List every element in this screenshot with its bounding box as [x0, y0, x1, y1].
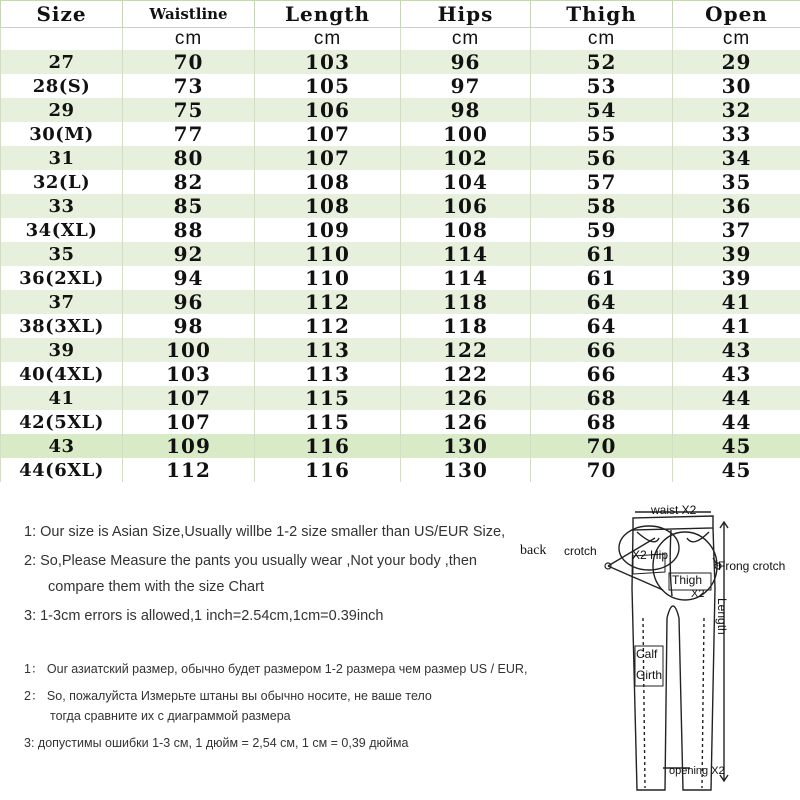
cell-open: 43 — [673, 362, 800, 386]
cell-open: 43 — [673, 338, 800, 362]
cell-thigh: 68 — [531, 410, 673, 434]
cell-length: 113 — [255, 338, 401, 362]
cell-length: 116 — [255, 458, 401, 482]
cell-thigh: 53 — [531, 74, 673, 98]
cell-open: 35 — [673, 170, 800, 194]
diagram-label-opening: opening X2 — [669, 765, 725, 777]
note-ru-2-cont: тогда сравните их с диаграммой размера — [50, 709, 291, 723]
header-waistline: Waistline — [123, 1, 255, 28]
cell-waistline: 112 — [123, 458, 255, 482]
cell-thigh: 54 — [531, 98, 673, 122]
cell-waistline: 98 — [123, 314, 255, 338]
cell-thigh: 57 — [531, 170, 673, 194]
cell-waistline: 70 — [123, 50, 255, 74]
pants-outline-icon — [515, 498, 800, 800]
note-en-3: 3: 1-3cm errors is allowed,1 inch=2.54cm,1cm=0.39inch — [24, 608, 384, 624]
table-row — [1, 242, 800, 266]
cell-size: 34(XL) — [1, 218, 123, 242]
cell-hips: 118 — [401, 290, 531, 314]
cell-thigh: 66 — [531, 362, 673, 386]
header-length: Length — [255, 1, 401, 28]
table-body — [1, 28, 800, 483]
diagram-label-waist: waist X2 — [651, 503, 697, 517]
header-row — [1, 1, 800, 28]
cell-waistline: 107 — [123, 410, 255, 434]
table-row — [1, 98, 800, 122]
cell-waistline: 109 — [123, 434, 255, 458]
table-row — [1, 434, 800, 458]
header-thigh: Thigh — [531, 1, 673, 28]
cell-size: 38(3XL) — [1, 314, 123, 338]
cell-hips: 130 — [401, 458, 531, 482]
cell-length: 109 — [255, 218, 401, 242]
cell-size: 30(M) — [1, 122, 123, 146]
cell-thigh: 64 — [531, 290, 673, 314]
cell-length: 106 — [255, 98, 401, 122]
diagram-label-front-crotch: Frong crotch — [718, 559, 786, 573]
cell-thigh: 68 — [531, 386, 673, 410]
cell-thigh: 61 — [531, 242, 673, 266]
cell-open: 37 — [673, 218, 800, 242]
diagram-label-thigh-x2: X2 — [691, 588, 705, 600]
table-row — [1, 362, 800, 386]
table-row — [1, 290, 800, 314]
table-row — [1, 194, 800, 218]
table-row — [1, 218, 800, 242]
cell-size: 29 — [1, 98, 123, 122]
diagram-label-thigh: Thigh — [672, 573, 703, 587]
diagram-label-girth: Girth — [636, 668, 663, 682]
pants-measurement-diagram — [515, 498, 800, 800]
table-row — [1, 314, 800, 338]
table-row — [1, 170, 800, 194]
cell-length: 115 — [255, 386, 401, 410]
cell-open: 29 — [673, 50, 800, 74]
diagram-label-calf: Calf — [636, 647, 658, 661]
cell-hips: 108 — [401, 218, 531, 242]
cell-waistline: 80 — [123, 146, 255, 170]
cell-thigh: 66 — [531, 338, 673, 362]
cell-open: 39 — [673, 242, 800, 266]
cell-open: 45 — [673, 434, 800, 458]
cell-hips: 114 — [401, 266, 531, 290]
cell-hips: 118 — [401, 314, 531, 338]
note-en-1: 1: Our size is Asian Size,Usually willbe 1-2 size smaller than US/EUR Size, — [24, 524, 506, 540]
cell-size: 32(L) — [1, 170, 123, 194]
cell-length: 108 — [255, 170, 401, 194]
note-ru-3: 3: допустимы ошибки 1-3 см, 1 дюйм = 2,54 см, 1 см = 0,39 дюйма — [24, 736, 409, 750]
unit-cell: cm — [123, 28, 255, 51]
cell-thigh: 52 — [531, 50, 673, 74]
cell-thigh: 58 — [531, 194, 673, 218]
cell-waistline: 88 — [123, 218, 255, 242]
note-ru-2: 2： So, пожалуйста Измерьте штаны вы обычно носите, не ваше тело — [24, 689, 432, 703]
cell-hips: 106 — [401, 194, 531, 218]
cell-size: 27 — [1, 50, 123, 74]
cell-waistline: 85 — [123, 194, 255, 218]
cell-length: 113 — [255, 362, 401, 386]
header-hips: Hips — [401, 1, 531, 28]
cell-size: 33 — [1, 194, 123, 218]
table-row — [1, 266, 800, 290]
table-row — [1, 338, 800, 362]
cell-thigh: 70 — [531, 458, 673, 482]
cell-thigh: 55 — [531, 122, 673, 146]
cell-size: 36(2XL) — [1, 266, 123, 290]
header-size: Size — [1, 1, 123, 28]
table-row — [1, 386, 800, 410]
cell-size: 28(S) — [1, 74, 123, 98]
cell-open: 32 — [673, 98, 800, 122]
cell-length: 107 — [255, 122, 401, 146]
cell-hips: 114 — [401, 242, 531, 266]
cell-length: 108 — [255, 194, 401, 218]
diagram-label-length: Length — [715, 598, 729, 635]
cell-waistline: 94 — [123, 266, 255, 290]
cell-open: 44 — [673, 386, 800, 410]
cell-thigh: 70 — [531, 434, 673, 458]
cell-waistline: 82 — [123, 170, 255, 194]
note-en-2-cont: compare them with the size Chart — [48, 579, 264, 595]
cell-open: 33 — [673, 122, 800, 146]
cell-size: 31 — [1, 146, 123, 170]
unit-cell — [1, 28, 123, 51]
cell-hips: 122 — [401, 362, 531, 386]
cell-size: 37 — [1, 290, 123, 314]
unit-row — [1, 28, 800, 51]
cell-length: 107 — [255, 146, 401, 170]
cell-size: 35 — [1, 242, 123, 266]
cell-waistline: 92 — [123, 242, 255, 266]
cell-open: 45 — [673, 458, 800, 482]
diagram-label-back-crotch: crotch — [564, 544, 597, 558]
cell-hips: 126 — [401, 410, 531, 434]
unit-cell: cm — [673, 28, 800, 51]
cell-thigh: 56 — [531, 146, 673, 170]
table-row — [1, 146, 800, 170]
cell-hips: 130 — [401, 434, 531, 458]
cell-length: 112 — [255, 314, 401, 338]
cell-length: 112 — [255, 290, 401, 314]
table-row — [1, 458, 800, 482]
cell-hips: 126 — [401, 386, 531, 410]
cell-open: 30 — [673, 74, 800, 98]
table-row — [1, 122, 800, 146]
cell-hips: 104 — [401, 170, 531, 194]
cell-hips: 122 — [401, 338, 531, 362]
cell-waistline: 77 — [123, 122, 255, 146]
cell-size: 39 — [1, 338, 123, 362]
cell-length: 115 — [255, 410, 401, 434]
unit-cell: cm — [255, 28, 401, 51]
cell-length: 110 — [255, 242, 401, 266]
cell-hips: 96 — [401, 50, 531, 74]
diagram-label-back: back — [520, 543, 547, 558]
note-en-2: 2: So,Please Measure the pants you usually wear ,Not your body ,then — [24, 553, 477, 569]
cell-length: 110 — [255, 266, 401, 290]
cell-length: 116 — [255, 434, 401, 458]
cell-hips: 100 — [401, 122, 531, 146]
unit-cell: cm — [401, 28, 531, 51]
cell-thigh: 64 — [531, 314, 673, 338]
cell-size: 43 — [1, 434, 123, 458]
unit-cell: cm — [531, 28, 673, 51]
cell-hips: 98 — [401, 98, 531, 122]
table-row — [1, 410, 800, 434]
cell-open: 41 — [673, 314, 800, 338]
cell-hips: 102 — [401, 146, 531, 170]
cell-thigh: 61 — [531, 266, 673, 290]
cell-length: 103 — [255, 50, 401, 74]
cell-thigh: 59 — [531, 218, 673, 242]
cell-open: 36 — [673, 194, 800, 218]
cell-size: 42(5XL) — [1, 410, 123, 434]
cell-waistline: 96 — [123, 290, 255, 314]
cell-open: 44 — [673, 410, 800, 434]
table-row — [1, 74, 800, 98]
diagram-label-hip: X2 Hip — [632, 548, 669, 562]
cell-open: 34 — [673, 146, 800, 170]
cell-waistline: 75 — [123, 98, 255, 122]
header-open: Open — [673, 1, 800, 28]
cell-length: 105 — [255, 74, 401, 98]
cell-waistline: 73 — [123, 74, 255, 98]
cell-size: 41 — [1, 386, 123, 410]
cell-waistline: 103 — [123, 362, 255, 386]
note-ru-1: 1： Our азиатский размер, обычно будет размером 1-2 размера чем размер US / EUR, — [24, 662, 528, 676]
cell-waistline: 107 — [123, 386, 255, 410]
cell-hips: 97 — [401, 74, 531, 98]
cell-waistline: 100 — [123, 338, 255, 362]
cell-open: 39 — [673, 266, 800, 290]
cell-size: 40(4XL) — [1, 362, 123, 386]
cell-open: 41 — [673, 290, 800, 314]
table-row — [1, 50, 800, 74]
cell-size: 44(6XL) — [1, 458, 123, 482]
